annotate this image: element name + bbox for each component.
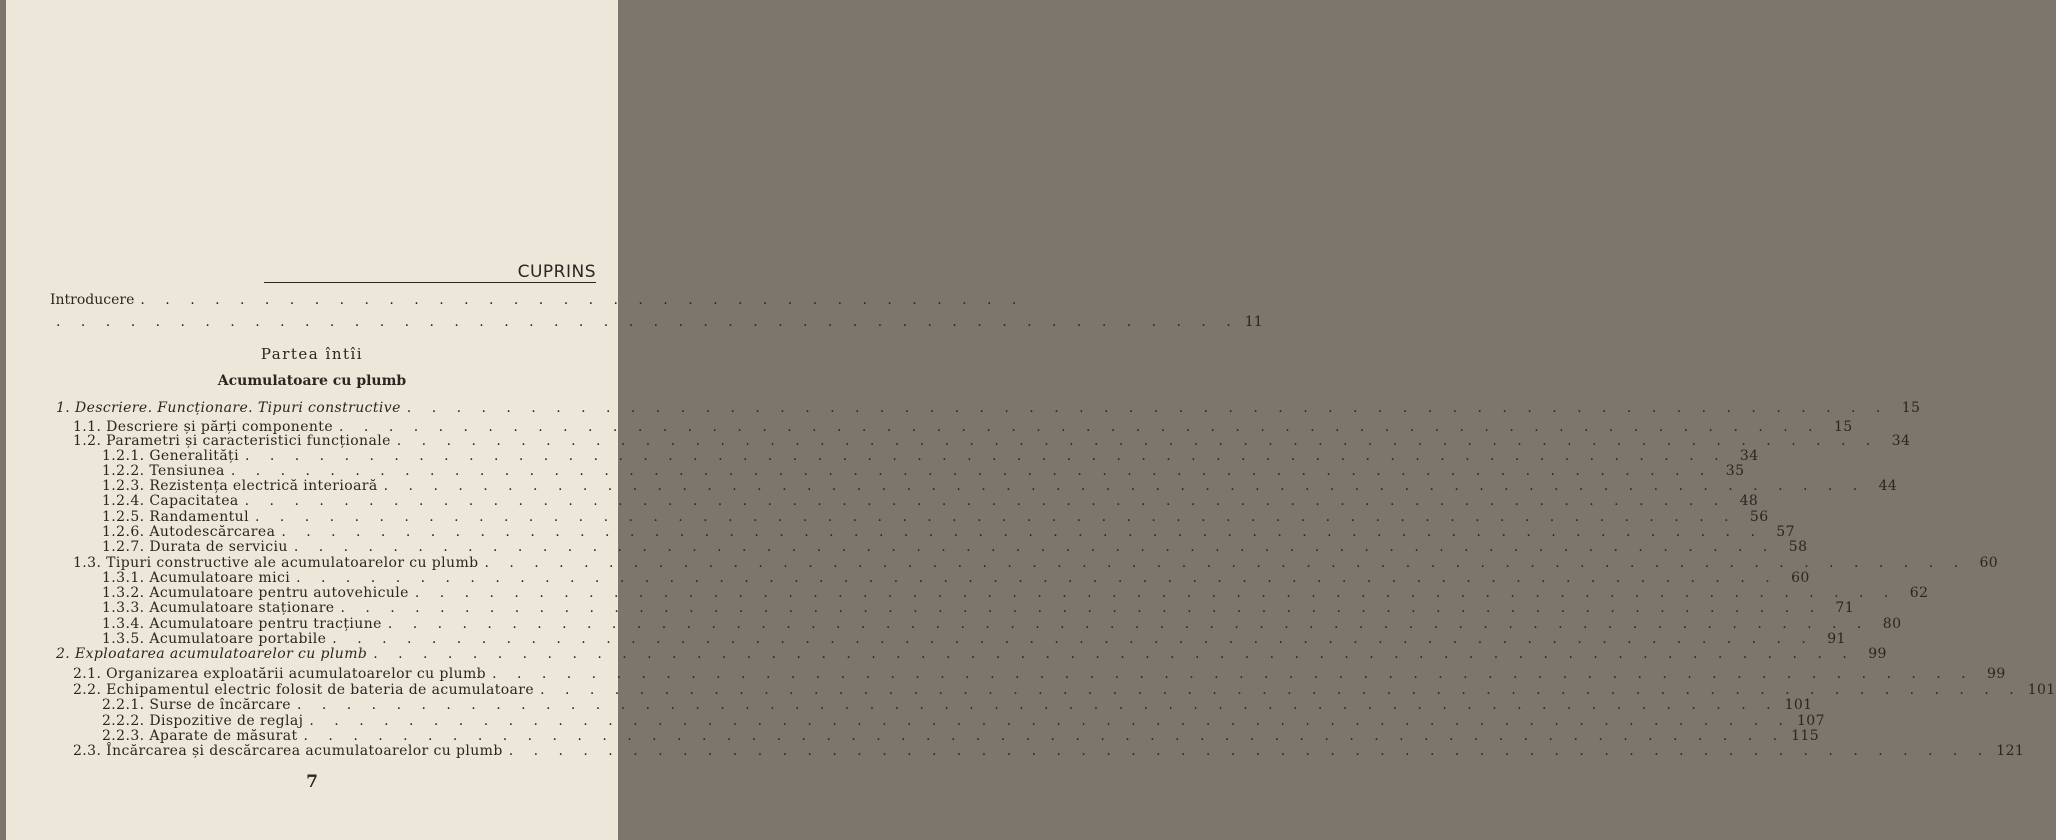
toc-entry-page: 57: [1776, 524, 1795, 540]
toc-entry: [102, 448, 1759, 464]
toc-entry: [73, 433, 1911, 449]
toc-entry-page: 34: [1891, 433, 1911, 449]
toc-entry-page: 15: [1901, 400, 1921, 416]
leader-dots: . . . . . . . . . . . . . . . . . . . . . . . . . . . . . . . . . . . . . . . . . . . . . . . . . . . . . . . . . . . .: [540, 682, 2022, 698]
toc-entry: [56, 400, 1921, 416]
leader-dots: . . . . . . . . . . . . . . . . . . . . . . . . . . . . . . . . . . . . . . . . . . . . . . . . . . . . . . . . . . . .: [508, 743, 1991, 759]
toc-entry-label: 1.2.4. Capacitatea: [102, 493, 239, 509]
toc-entry-page: 56: [1749, 509, 1769, 525]
toc-entry: [73, 555, 1999, 571]
toc-entry-label: 1. Descriere. Funcționare. Tipuri constructive: [56, 400, 401, 416]
toc-entry-label: 2.2.1. Surse de încărcare: [102, 697, 291, 713]
toc-entry-page: 91: [1827, 631, 1846, 647]
toc-entry-page: 101: [1784, 697, 1813, 713]
toc-entry-label: 1.3.2. Acumulatoare pentru autovehicule: [102, 585, 409, 601]
toc-entry-label: 1.2.1. Generalități: [102, 448, 239, 464]
toc-entry: [102, 585, 1929, 601]
toc-entry-label: 2.1. Organizarea exploatării acumulatoarelor cu plumb: [73, 666, 487, 682]
leader-dots: . . . . . . . . . . . . . . . . . . . . . . . . . . . . . . . . . . . . . . . . . . . . . . . . . . . . . . . . . . . .: [244, 493, 1727, 509]
leader-dots: . . . . . . . . . . . . . . . . . . . . . . . . . . . . . . . . . . . . . . . . . . . . . . . . . . . . . . . . . . . .: [254, 509, 1737, 525]
toc-entry: [73, 682, 2056, 698]
intro-page: 11: [1244, 314, 1263, 330]
leader-dots: . . . . . . . . . . . . . . . . . . . . . . . . . . . . . . . . . . . . . . . . . . . . . . . . . . . . . . . . . . . .: [296, 570, 1778, 586]
leader-dots: . . . . . . . . . . . . . . . . . . . . . . . . . . . . . . . . . . . . . . . . . . . . . . . . . . . . . . . . . . . .: [309, 713, 1791, 729]
leader-dots: . . . . . . . . . . . . . . . . . . . . . . . . . . . . . . . . . . . . . . . . . . . . . . . .: [56, 314, 1239, 330]
leader-dots: . . . . . . . . . . . . . . . . . . . . . . . . . . . . . . . . . . . . . . . . . . . . . . . . . . . . . . . . . . . .: [492, 666, 1974, 682]
leader-dots: . . . . . . . . . . . . . . . . . . . . . . . . . . . . . . . . . . . . . . . . . . . . . . . . . . . . . . . . . . . .: [244, 448, 1727, 464]
toc-entry-page: 101: [2027, 682, 2056, 698]
toc-entry-page: 58: [1788, 539, 1808, 555]
leader-dots: . . . . . . . . . . . . . . . . . . . . . . . . . . . . . . . . . . . . . . . . . . . . . . . . . . . . . . . . . . . .: [387, 616, 1870, 632]
leader-dots: . . . . . . . . . . . . . . . . . . . . . . . . . . . . . . . . . . . . . . . . . . . . . . . . . . . . . . . . . . . .: [414, 585, 1897, 601]
toc-entry: [102, 570, 1810, 586]
toc-entry-page: 44: [1878, 478, 1898, 494]
toc-entry-label: 2.2. Echipamentul electric folosit de bateria de acumulatoare: [73, 682, 535, 698]
toc-entry-label: 1.2.5. Randamentul: [102, 509, 249, 525]
leader-dots: . . . . . . . . . . . . . . . . . . . . . . . . . . . . . . . . . . . . . . . . . . . . . . . . . . . . . . . . . . . .: [396, 433, 1879, 449]
toc-entry-page: 99: [1987, 666, 2006, 682]
toc-entry-page: 48: [1739, 493, 1759, 509]
leader-dots: . . . . . . . . . . . . . . . . . . . . . . . . . . . . . . . . . . . . . . . . . . . . . . . . . . . . . . . . . . . .: [303, 728, 1786, 744]
toc-entry-label: 2.3. Încărcarea și descărcarea acumulatoarelor cu plumb: [73, 743, 503, 759]
toc-entry-page: 34: [1739, 448, 1759, 464]
page-number: 7: [306, 772, 318, 792]
toc-entry: [102, 600, 1855, 616]
intro-entry: [50, 292, 1263, 330]
leader-dots: . . . . . . . . . . . . . . . . . . . . . . . . . . . . . . . . . . . . . . . . . . . . . . . . . . . . . . . . . . . .: [383, 478, 1866, 494]
toc-entry-label: 2.2.2. Dispozitive de reglaj: [102, 713, 304, 729]
toc-entry: [102, 493, 1759, 509]
toc-entry-label: 1.3.4. Acumulatoare pentru tracțiune: [102, 616, 382, 632]
toc-entry-page: 62: [1909, 585, 1929, 601]
toc-entry: [102, 616, 1902, 632]
leader-dots: . . . . . . . . . . . . . . . . . . . . . . . . . . . . . . . . . . . . . . . . . . . . . . . . . . . . . . . . . . . .: [339, 419, 1821, 435]
toc-entry-page: 15: [1833, 419, 1853, 435]
part-title: Partea întîi: [260, 345, 364, 363]
toc-entry-page: 80: [1882, 616, 1902, 632]
toc-entry: [102, 697, 1813, 713]
toc-entry: [102, 524, 1795, 540]
leader-dots: . . . . . . . . . . . . . . . . . . . . . . . . . . . . . . . . . . . . . . . . . . . . . . . . . . . . . . . . . . . .: [406, 400, 1889, 416]
toc-entry: [73, 743, 2025, 759]
book-page: [6, 0, 2056, 840]
toc-entry: [102, 509, 1769, 525]
leader-dots: . . . . . . . . . . . . . . . . . . . . . . . . . . . . . . . . . . . . . . . . . . . . . . . . . . . . . . . . . . . .: [230, 463, 1713, 479]
leader-dots: . . . . . . . . . . . . . . . . . . . . . . . . . . . . . . . . . . . . . . . . . . . . . . . . . . . . . . . . . . . .: [340, 600, 1823, 616]
toc-entry: [73, 666, 2006, 682]
toc-entry-label: 1.2. Parametri și caracteristici funcționale: [73, 433, 391, 449]
toc-entry-label: 1.2.6. Autodescărcarea: [102, 524, 276, 540]
toc-entry: [102, 728, 1820, 744]
intro-label: Introducere: [50, 292, 135, 308]
leader-dots: . . . . . . . . . . . . . . . . . . . . . . . . . . . . . . . . . . . . . . . . . . . . . . . . . . . . . . . . . . . .: [281, 524, 1763, 540]
toc-entry-label: 1.3.1. Acumulatoare mici: [102, 570, 291, 586]
toc-entry-page: 107: [1796, 713, 1825, 729]
leader-dots: . . . . . . . . . . . . . . . . . . . . . . . . . . . . . . . . . . . . . . . . . . . . . . . . . . . . . . . . . . . .: [293, 539, 1776, 555]
header-rule: [264, 282, 596, 283]
toc-entry-page: 121: [1996, 743, 2025, 759]
toc-entry-page: 71: [1835, 600, 1855, 616]
toc-entry-label: 1.3. Tipuri constructive ale acumulatoarelor cu plumb: [73, 555, 479, 571]
toc-entry-page: 99: [1868, 646, 1887, 662]
toc-entry: [102, 463, 1745, 479]
toc-entry-label: 1.2.3. Rezistența electrică interioară: [102, 478, 378, 494]
toc-entry: [102, 713, 1825, 729]
toc-entry-page: 35: [1725, 463, 1745, 479]
toc-entry-label: 1.1. Descriere și părți componente: [73, 419, 334, 435]
leader-dots: . . . . . . . . . . . . . . . . . . . . . . . . . . . . . . . . . . . . . . . . . . . . . . . . . . . . . . . . . . . .: [332, 631, 1814, 647]
toc-entry-label: 2.2.3. Aparate de măsurat: [102, 728, 298, 744]
leader-dots: . . . . . . . . . . . . . . . . . . . . . . . . . . . . . . . . . . . . . . . . . . . . . . . . . . . . . . . . . . . .: [296, 697, 1779, 713]
toc-entry: [102, 539, 1808, 555]
toc-entry-page: 60: [1791, 570, 1810, 586]
toc-entry: [56, 646, 1887, 662]
toc-entry: [102, 478, 1898, 494]
leader-dots: . . . . . . . . . . . . . . . . . . . . . . . . . . . . . . . . . . . . . . . . . . . . . . . . . . . . . . . . . . . .: [373, 646, 1855, 662]
toc-entry-label: 1.3.3. Acumulatoare staționare: [102, 600, 335, 616]
leader-dots: . . . . . . . . . . . . . . . . . . . . . . . . . . . . . . . . . . . .: [140, 292, 1025, 308]
toc-entry-label: 1.2.7. Durata de serviciu: [102, 539, 288, 555]
toc-entry-label: 2. Exploatarea acumulatoarelor cu plumb: [56, 646, 368, 662]
leader-dots: . . . . . . . . . . . . . . . . . . . . . . . . . . . . . . . . . . . . . . . . . . . . . . . . . . . . . . . . . . . .: [484, 555, 1967, 571]
toc-entry-page: 60: [1979, 555, 1999, 571]
section-title: Acumulatoare cu plumb: [217, 373, 407, 389]
toc-entry: [102, 631, 1846, 647]
toc-entry-label: 1.3.5. Acumulatoare portabile: [102, 631, 327, 647]
toc-entry-page: 115: [1791, 728, 1820, 744]
toc-entry-label: 1.2.2. Tensiunea: [102, 463, 225, 479]
contents-title: CUPRINS: [517, 262, 596, 282]
